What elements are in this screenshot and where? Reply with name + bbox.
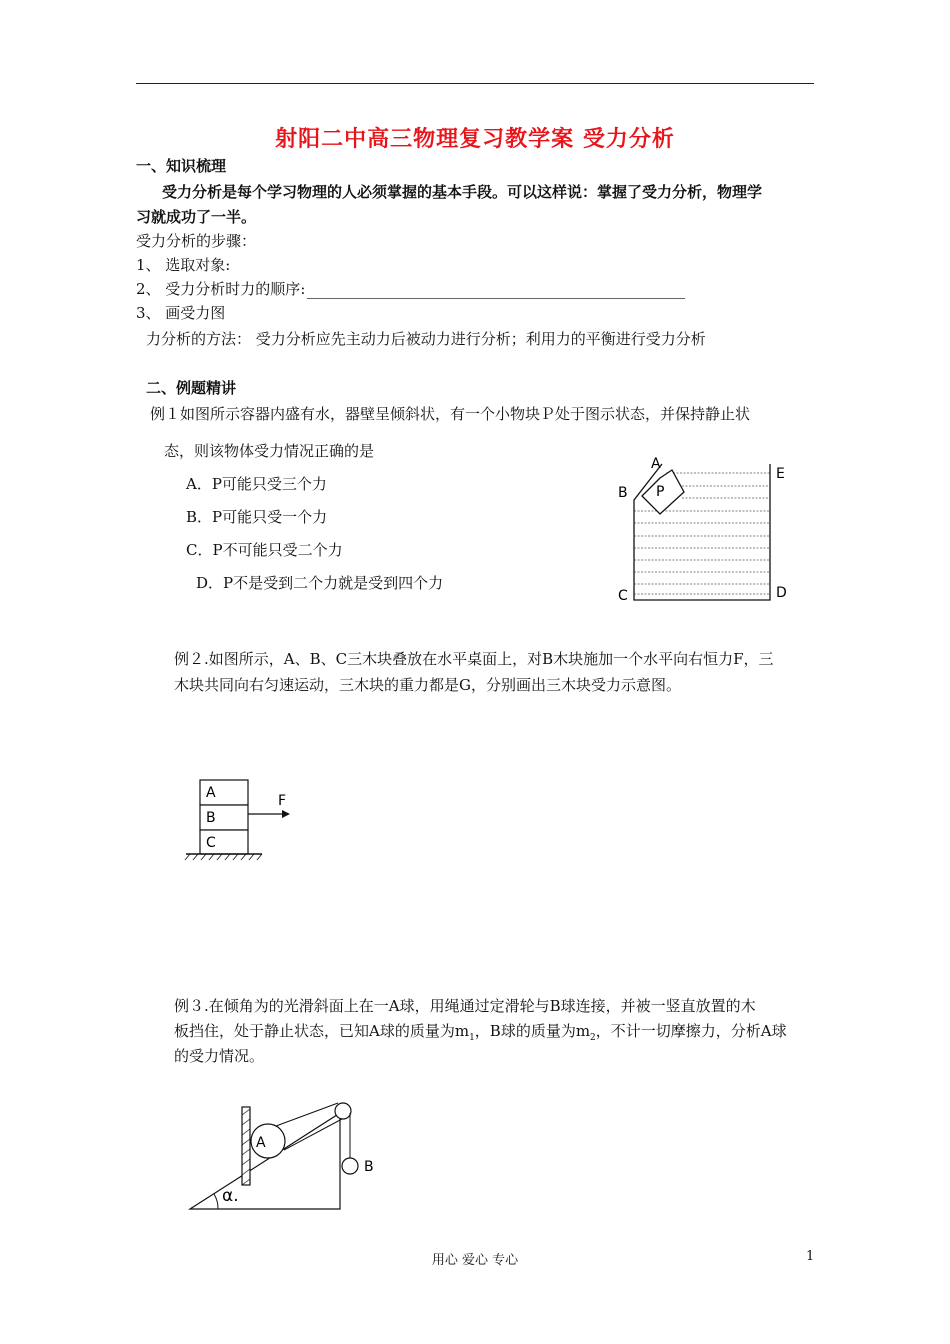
vertical-board: [242, 1107, 250, 1185]
label-b: B: [364, 1159, 374, 1175]
method-text: 力分析的方法： 受力分析应先主动力后被动力进行分析；利用力的平衡进行受力分析: [146, 330, 706, 348]
step-1: 1、 选取对象:: [136, 256, 231, 274]
page-number: 1: [806, 1249, 815, 1264]
section2-heading: 二、例题精讲: [146, 379, 237, 397]
ex1-option-b: B．P可能只受一个力: [186, 508, 328, 526]
ex3-line-2: [174, 1020, 787, 1043]
section1-heading: 一、知识梳理: [136, 157, 227, 175]
ex3-line-3: 的受力情况。: [174, 1047, 265, 1065]
ex1-option-a: A．P可能只受三个力: [186, 475, 327, 493]
label-c: C: [618, 588, 628, 604]
step-2-blank[interactable]: [307, 284, 685, 299]
step-2: [136, 278, 685, 299]
ex3-line-2-mid: ，B球的质量为m: [474, 1022, 591, 1040]
rope-upper: [276, 1103, 338, 1126]
ex3-line-2-post: ，不计一切摩擦力，分析A球: [595, 1022, 787, 1040]
label-b: B: [618, 485, 628, 501]
ex3-sub-1: 1: [469, 1033, 475, 1043]
ex2-stack-figure: [180, 772, 300, 862]
angle-arc: [214, 1194, 218, 1209]
force-arrow-head: [282, 810, 290, 818]
rope-lower: [284, 1119, 342, 1150]
label-alpha: α.: [222, 1186, 239, 1206]
label-b: B: [206, 810, 216, 826]
step-3: 3、 画受力图: [136, 304, 226, 322]
label-a: A: [256, 1135, 266, 1151]
ex1-line-1: 例１如图所示容器内盛有水，器壁呈倾斜状，有一个小物块Ｐ处于图示状态，并保持静止状: [150, 405, 751, 423]
ex1-line-2: 态，则该物体受力情况正确的是: [164, 442, 375, 460]
ex3-sub-2: 2: [590, 1033, 596, 1043]
ex1-option-d: D．P不是受到二个力就是受到四个力: [196, 574, 444, 592]
label-d: D: [776, 585, 787, 601]
ex2-line-1: 例２.如图所示，A、B、C三木块叠放在水平桌面上，对B木块施加一个水平向右恒力F，三: [174, 650, 774, 668]
pulley: [335, 1103, 351, 1119]
steps-label: 受力分析的步骤：: [136, 232, 257, 250]
label-p: P: [656, 484, 665, 500]
page-title: 射阳二中高三物理复习教学案 受力分析: [275, 127, 675, 152]
ex3-line-2-pre: 板挡住，处于静止状态，已知A球的质量为m: [174, 1022, 470, 1040]
ex3-incline-figure: [180, 1095, 390, 1217]
ex3-line-1: 例３.在倾角为的光滑斜面上在一A球，用绳通过定滑轮与B球连接，并被一竖直放置的木: [174, 997, 756, 1015]
intro-line-1: 受力分析是每个学习物理的人必须掌握的基本手段。可以这样说：掌握了受力分析，物理学: [162, 183, 763, 201]
footer-center: 用心 爱心 专心: [431, 1253, 519, 1268]
label-a: A: [651, 456, 661, 472]
header-rule: [136, 83, 814, 84]
ex1-option-c: C．P不可能只受二个力: [186, 541, 343, 559]
step-2-text: 2、 受力分析时力的顺序:: [136, 280, 306, 298]
label-c: C: [206, 835, 216, 851]
ex1-container-figure: [600, 450, 800, 610]
label-a: A: [206, 785, 216, 801]
ground-hatch: [185, 854, 262, 860]
ball-b: [342, 1158, 358, 1174]
ex2-line-2: 木块共同向右匀速运动，三木块的重力都是G，分别画出三木块受力示意图。: [174, 676, 681, 694]
label-e: E: [776, 466, 785, 482]
label-f: F: [278, 793, 287, 809]
intro-line-2: 习就成功了一半。: [136, 208, 257, 226]
